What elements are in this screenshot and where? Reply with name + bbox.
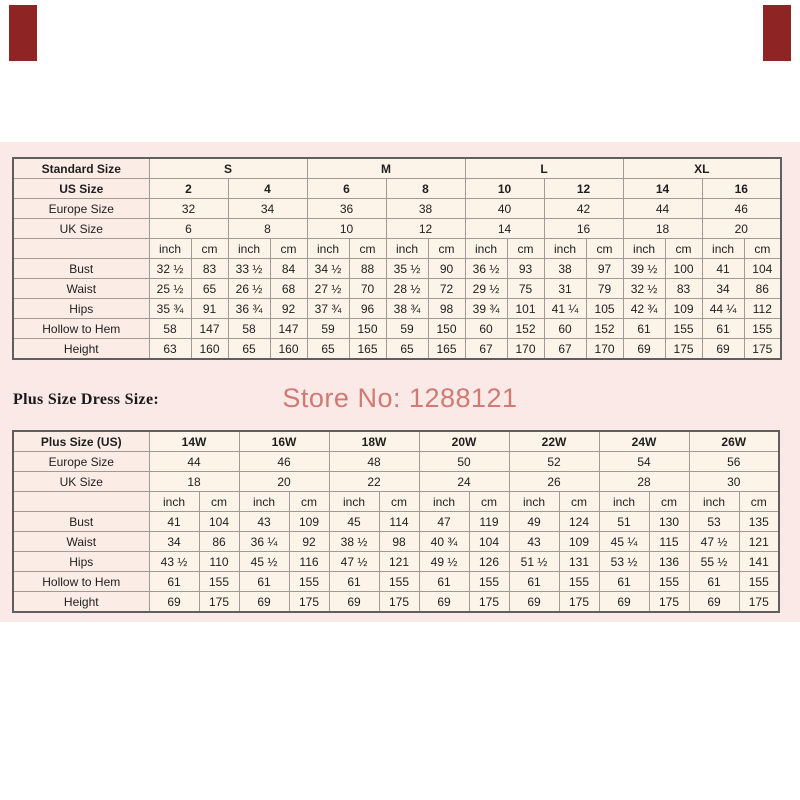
measurement-value-cell: 41 — [702, 259, 744, 279]
row-label-cell: Standard Size — [13, 158, 149, 179]
measurement-value-cell: 27 ½ — [307, 279, 349, 299]
measurement-value-cell: 155 — [469, 572, 509, 592]
measurement-value-cell: 61 — [702, 319, 744, 339]
measurement-value-cell: 65 — [307, 339, 349, 360]
size-header-cell: 16 — [544, 219, 623, 239]
row-label-cell: UK Size — [13, 219, 149, 239]
size-header-cell: 12 — [386, 219, 465, 239]
measurement-value-cell: 121 — [379, 552, 419, 572]
measurement-value-cell: 155 — [649, 572, 689, 592]
measurement-value-cell: 42 ¾ — [623, 299, 665, 319]
measurement-value-cell: 58 — [228, 319, 270, 339]
unit-inch-cell: inch — [228, 239, 270, 259]
size-header-cell: 22 — [329, 472, 419, 492]
row-label-cell: Waist — [13, 532, 149, 552]
size-header-cell: 36 — [307, 199, 386, 219]
size-header-cell: 46 — [702, 199, 781, 219]
measurement-value-cell: 28 ½ — [386, 279, 428, 299]
measurement-value-cell: 47 ½ — [329, 552, 379, 572]
size-header-cell: 14 — [465, 219, 544, 239]
measurement-value-cell: 141 — [739, 552, 779, 572]
unit-inch-cell: inch — [465, 239, 507, 259]
size-header-cell: 10 — [307, 219, 386, 239]
measurement-value-cell: 49 ½ — [419, 552, 469, 572]
size-header-cell: 26 — [509, 472, 599, 492]
measurement-value-cell: 114 — [379, 512, 419, 532]
row-label-cell — [13, 492, 149, 512]
measurement-value-cell: 91 — [191, 299, 228, 319]
size-header-cell: 18W — [329, 431, 419, 452]
measurement-value-cell: 97 — [586, 259, 623, 279]
measurement-value-cell: 38 — [544, 259, 586, 279]
measurement-value-cell: 69 — [419, 592, 469, 613]
measurement-value-cell: 45 ¼ — [599, 532, 649, 552]
measurement-value-cell: 84 — [270, 259, 307, 279]
size-header-cell: 52 — [509, 452, 599, 472]
size-header-cell: 24 — [419, 472, 509, 492]
measurement-value-cell: 43 ½ — [149, 552, 199, 572]
measurement-value-cell: 69 — [509, 592, 559, 613]
unit-cm-cell: cm — [559, 492, 599, 512]
size-header-cell: 46 — [239, 452, 329, 472]
measurement-value-cell: 61 — [239, 572, 289, 592]
standard-size-table — [12, 157, 782, 360]
measurement-value-cell: 60 — [465, 319, 507, 339]
measurement-value-cell: 98 — [379, 532, 419, 552]
row-label-cell: Waist — [13, 279, 149, 299]
measurement-value-cell: 69 — [239, 592, 289, 613]
measurement-value-cell: 38 ½ — [329, 532, 379, 552]
measurement-value-cell: 37 ¾ — [307, 299, 349, 319]
size-header-cell: 48 — [329, 452, 419, 472]
measurement-value-cell: 92 — [270, 299, 307, 319]
measurement-value-cell: 38 ¾ — [386, 299, 428, 319]
row-label-cell: Hips — [13, 299, 149, 319]
measurement-value-cell: 58 — [149, 319, 191, 339]
size-header-cell: 24W — [599, 431, 689, 452]
size-header-cell: 28 — [599, 472, 689, 492]
unit-inch-cell: inch — [689, 492, 739, 512]
measurement-value-cell: 152 — [507, 319, 544, 339]
size-header-cell: 4 — [228, 179, 307, 199]
measurement-value-cell: 63 — [149, 339, 191, 360]
measurement-value-cell: 104 — [199, 512, 239, 532]
unit-inch-cell: inch — [623, 239, 665, 259]
size-header-cell: 32 — [149, 199, 228, 219]
measurement-value-cell: 60 — [544, 319, 586, 339]
size-header-cell: 44 — [149, 452, 239, 472]
measurement-value-cell: 93 — [507, 259, 544, 279]
measurement-value-cell: 61 — [329, 572, 379, 592]
measurement-value-cell: 31 — [544, 279, 586, 299]
size-header-cell: 16 — [702, 179, 781, 199]
measurement-value-cell: 67 — [544, 339, 586, 360]
measurement-value-cell: 165 — [428, 339, 465, 360]
measurement-value-cell: 175 — [289, 592, 329, 613]
measurement-value-cell: 98 — [428, 299, 465, 319]
measurement-value-cell: 41 — [149, 512, 199, 532]
measurement-value-cell: 53 — [689, 512, 739, 532]
measurement-value-cell: 36 ¼ — [239, 532, 289, 552]
red-corner-mark-right — [763, 5, 791, 61]
measurement-value-cell: 109 — [559, 532, 599, 552]
size-header-cell: 14W — [149, 431, 239, 452]
size-header-cell: 20W — [419, 431, 509, 452]
size-header-cell: 6 — [307, 179, 386, 199]
measurement-value-cell: 170 — [507, 339, 544, 360]
size-header-cell: 12 — [544, 179, 623, 199]
unit-inch-cell: inch — [509, 492, 559, 512]
measurement-value-cell: 55 ½ — [689, 552, 739, 572]
measurement-value-cell: 86 — [199, 532, 239, 552]
measurement-value-cell: 61 — [599, 572, 649, 592]
size-header-cell: 56 — [689, 452, 779, 472]
unit-inch-cell: inch — [599, 492, 649, 512]
measurement-value-cell: 34 ½ — [307, 259, 349, 279]
measurement-value-cell: 105 — [586, 299, 623, 319]
row-label-cell — [13, 239, 149, 259]
unit-inch-cell: inch — [239, 492, 289, 512]
size-header-cell: M — [307, 158, 465, 179]
measurement-value-cell: 35 ¾ — [149, 299, 191, 319]
measurement-value-cell: 69 — [149, 592, 199, 613]
measurement-value-cell: 83 — [191, 259, 228, 279]
measurement-value-cell: 29 ½ — [465, 279, 507, 299]
measurement-value-cell: 32 ½ — [623, 279, 665, 299]
size-header-cell: S — [149, 158, 307, 179]
size-header-cell: 14 — [623, 179, 702, 199]
row-label-cell: Height — [13, 339, 149, 360]
size-header-cell: 40 — [465, 199, 544, 219]
measurement-value-cell: 59 — [307, 319, 349, 339]
measurement-value-cell: 92 — [289, 532, 329, 552]
unit-cm-cell: cm — [379, 492, 419, 512]
measurement-value-cell: 69 — [599, 592, 649, 613]
unit-inch-cell: inch — [702, 239, 744, 259]
size-header-cell: 8 — [228, 219, 307, 239]
measurement-value-cell: 67 — [465, 339, 507, 360]
measurement-value-cell: 44 ¼ — [702, 299, 744, 319]
measurement-value-cell: 100 — [665, 259, 702, 279]
unit-cm-cell: cm — [744, 239, 781, 259]
size-header-cell: 50 — [419, 452, 509, 472]
size-header-cell: 22W — [509, 431, 599, 452]
unit-inch-cell: inch — [329, 492, 379, 512]
measurement-value-cell: 104 — [469, 532, 509, 552]
measurement-value-cell: 175 — [559, 592, 599, 613]
size-header-cell: 54 — [599, 452, 689, 472]
measurement-value-cell: 175 — [649, 592, 689, 613]
measurement-value-cell: 59 — [386, 319, 428, 339]
measurement-value-cell: 26 ½ — [228, 279, 270, 299]
measurement-value-cell: 45 ½ — [239, 552, 289, 572]
measurement-value-cell: 43 — [239, 512, 289, 532]
measurement-value-cell: 175 — [379, 592, 419, 613]
row-label-cell: Bust — [13, 512, 149, 532]
measurement-value-cell: 61 — [419, 572, 469, 592]
row-label-cell: Hollow to Hem — [13, 572, 149, 592]
red-corner-mark-left — [9, 5, 37, 61]
measurement-value-cell: 109 — [289, 512, 329, 532]
measurement-value-cell: 47 ½ — [689, 532, 739, 552]
measurement-value-cell: 160 — [191, 339, 228, 360]
row-label-cell: Bust — [13, 259, 149, 279]
measurement-value-cell: 69 — [702, 339, 744, 360]
unit-cm-cell: cm — [199, 492, 239, 512]
measurement-value-cell: 61 — [623, 319, 665, 339]
unit-cm-cell: cm — [349, 239, 386, 259]
measurement-value-cell: 136 — [649, 552, 689, 572]
measurement-value-cell: 35 ½ — [386, 259, 428, 279]
measurement-value-cell: 40 ¾ — [419, 532, 469, 552]
size-header-cell: 34 — [228, 199, 307, 219]
measurement-value-cell: 88 — [349, 259, 386, 279]
size-header-cell: 20 — [239, 472, 329, 492]
measurement-value-cell: 175 — [665, 339, 702, 360]
unit-cm-cell: cm — [469, 492, 509, 512]
measurement-value-cell: 155 — [559, 572, 599, 592]
measurement-value-cell: 45 — [329, 512, 379, 532]
measurement-value-cell: 175 — [469, 592, 509, 613]
measurement-value-cell: 90 — [428, 259, 465, 279]
unit-cm-cell: cm — [649, 492, 689, 512]
measurement-value-cell: 124 — [559, 512, 599, 532]
measurement-value-cell: 86 — [744, 279, 781, 299]
measurement-value-cell: 65 — [386, 339, 428, 360]
size-header-cell: 38 — [386, 199, 465, 219]
unit-cm-cell: cm — [586, 239, 623, 259]
size-header-cell: 26W — [689, 431, 779, 452]
measurement-value-cell: 126 — [469, 552, 509, 572]
row-label-cell: Height — [13, 592, 149, 613]
size-header-cell: 2 — [149, 179, 228, 199]
measurement-value-cell: 39 ¾ — [465, 299, 507, 319]
measurement-value-cell: 49 — [509, 512, 559, 532]
measurement-value-cell: 119 — [469, 512, 509, 532]
measurement-value-cell: 53 ½ — [599, 552, 649, 572]
measurement-value-cell: 25 ½ — [149, 279, 191, 299]
measurement-value-cell: 69 — [689, 592, 739, 613]
row-label-cell: UK Size — [13, 472, 149, 492]
size-header-cell: L — [465, 158, 623, 179]
measurement-value-cell: 68 — [270, 279, 307, 299]
measurement-value-cell: 104 — [744, 259, 781, 279]
measurement-value-cell: 69 — [329, 592, 379, 613]
measurement-value-cell: 165 — [349, 339, 386, 360]
measurement-value-cell: 147 — [270, 319, 307, 339]
measurement-value-cell: 36 ½ — [465, 259, 507, 279]
size-header-cell: 16W — [239, 431, 329, 452]
row-label-cell: Europe Size — [13, 452, 149, 472]
measurement-value-cell: 47 — [419, 512, 469, 532]
measurement-value-cell: 36 ¾ — [228, 299, 270, 319]
measurement-value-cell: 39 ½ — [623, 259, 665, 279]
measurement-value-cell: 147 — [191, 319, 228, 339]
measurement-value-cell: 175 — [744, 339, 781, 360]
measurement-value-cell: 150 — [349, 319, 386, 339]
unit-cm-cell: cm — [289, 492, 329, 512]
row-label-cell: Hips — [13, 552, 149, 572]
measurement-value-cell: 155 — [289, 572, 329, 592]
measurement-value-cell: 43 — [509, 532, 559, 552]
measurement-value-cell: 150 — [428, 319, 465, 339]
size-header-cell: 18 — [149, 472, 239, 492]
measurement-value-cell: 79 — [586, 279, 623, 299]
size-header-cell: 10 — [465, 179, 544, 199]
unit-inch-cell: inch — [544, 239, 586, 259]
size-header-cell: 20 — [702, 219, 781, 239]
measurement-value-cell: 130 — [649, 512, 689, 532]
row-label-cell: Plus Size (US) — [13, 431, 149, 452]
unit-cm-cell: cm — [270, 239, 307, 259]
measurement-value-cell: 69 — [623, 339, 665, 360]
unit-cm-cell: cm — [191, 239, 228, 259]
row-label-cell: US Size — [13, 179, 149, 199]
unit-inch-cell: inch — [386, 239, 428, 259]
plus-size-table — [12, 430, 780, 613]
size-header-cell: 30 — [689, 472, 779, 492]
measurement-value-cell: 61 — [509, 572, 559, 592]
size-header-cell: 44 — [623, 199, 702, 219]
size-header-cell: 18 — [623, 219, 702, 239]
unit-cm-cell: cm — [428, 239, 465, 259]
unit-inch-cell: inch — [149, 239, 191, 259]
measurement-value-cell: 65 — [191, 279, 228, 299]
measurement-value-cell: 33 ½ — [228, 259, 270, 279]
measurement-value-cell: 110 — [199, 552, 239, 572]
measurement-value-cell: 115 — [649, 532, 689, 552]
measurement-value-cell: 61 — [689, 572, 739, 592]
measurement-value-cell: 155 — [739, 572, 779, 592]
measurement-value-cell: 121 — [739, 532, 779, 552]
size-header-cell: XL — [623, 158, 781, 179]
measurement-value-cell: 175 — [199, 592, 239, 613]
measurement-value-cell: 155 — [744, 319, 781, 339]
measurement-value-cell: 34 — [149, 532, 199, 552]
measurement-value-cell: 155 — [379, 572, 419, 592]
row-label-cell: Hollow to Hem — [13, 319, 149, 339]
measurement-value-cell: 109 — [665, 299, 702, 319]
measurement-value-cell: 96 — [349, 299, 386, 319]
size-header-cell: 6 — [149, 219, 228, 239]
measurement-value-cell: 131 — [559, 552, 599, 572]
measurement-value-cell: 70 — [349, 279, 386, 299]
measurement-value-cell: 160 — [270, 339, 307, 360]
measurement-value-cell: 112 — [744, 299, 781, 319]
measurement-value-cell: 32 ½ — [149, 259, 191, 279]
measurement-value-cell: 155 — [665, 319, 702, 339]
unit-inch-cell: inch — [149, 492, 199, 512]
size-header-cell: 42 — [544, 199, 623, 219]
measurement-value-cell: 101 — [507, 299, 544, 319]
measurement-value-cell: 155 — [199, 572, 239, 592]
measurement-value-cell: 51 ½ — [509, 552, 559, 572]
size-header-cell: 8 — [386, 179, 465, 199]
store-number-watermark: Store No: 1288121 — [282, 383, 518, 413]
measurement-value-cell: 152 — [586, 319, 623, 339]
measurement-value-cell: 41 ¼ — [544, 299, 586, 319]
row-label-cell: Europe Size — [13, 199, 149, 219]
plus-size-section-label: Plus Size Dress Size: — [13, 391, 159, 408]
measurement-value-cell: 65 — [228, 339, 270, 360]
measurement-value-cell: 61 — [149, 572, 199, 592]
unit-inch-cell: inch — [419, 492, 469, 512]
measurement-value-cell: 116 — [289, 552, 329, 572]
measurement-value-cell: 72 — [428, 279, 465, 299]
measurement-value-cell: 34 — [702, 279, 744, 299]
measurement-value-cell: 83 — [665, 279, 702, 299]
unit-cm-cell: cm — [739, 492, 779, 512]
unit-cm-cell: cm — [507, 239, 544, 259]
unit-cm-cell: cm — [665, 239, 702, 259]
measurement-value-cell: 175 — [739, 592, 779, 613]
measurement-value-cell: 51 — [599, 512, 649, 532]
unit-inch-cell: inch — [307, 239, 349, 259]
measurement-value-cell: 75 — [507, 279, 544, 299]
measurement-value-cell: 170 — [586, 339, 623, 360]
measurement-value-cell: 135 — [739, 512, 779, 532]
